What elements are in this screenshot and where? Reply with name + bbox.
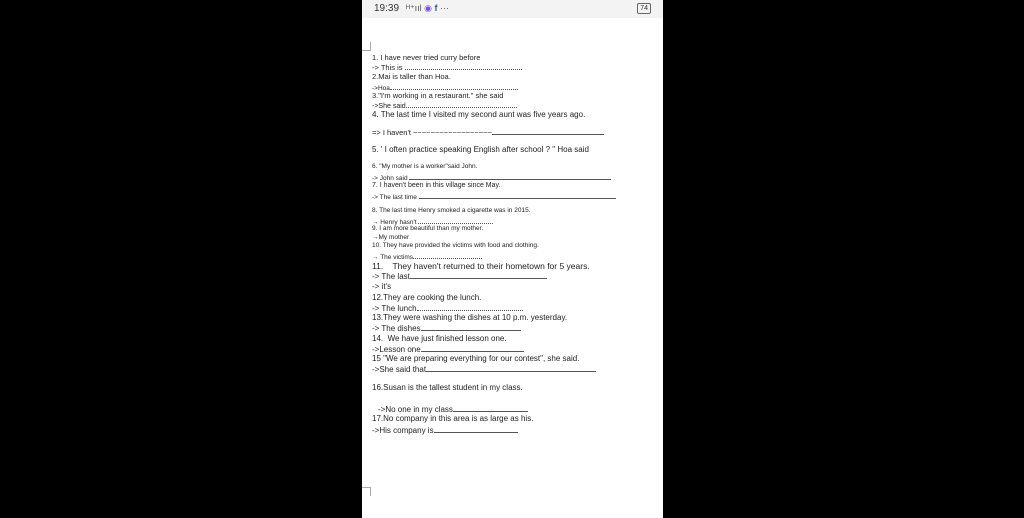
exercise-question: 10. They have provided the victims with food and clothing. bbox=[372, 242, 539, 249]
exercise-question: 6. "My mother is a worker"said John. bbox=[372, 163, 478, 170]
exercise-question: 1. I have never tried curry before bbox=[372, 53, 481, 62]
exercise-question: 15 "We are preparing everything for our contest", she said. bbox=[372, 354, 580, 363]
answer-line: => I haven't ~~~~~~~~~~~~~~~~~~ bbox=[372, 128, 604, 137]
answer-line: ->No one in my class bbox=[378, 405, 528, 414]
exercise-question: 17.No company in this area is as large as his. bbox=[372, 414, 534, 423]
page-corner-mark bbox=[362, 487, 371, 496]
answer-line: →My mother bbox=[372, 234, 410, 241]
signal-icon: ᴴ⁺ııl bbox=[406, 3, 422, 13]
answer-line: -> The last bbox=[372, 272, 547, 281]
answer-line: ->She said bbox=[372, 101, 517, 110]
answer-line: ->She said that bbox=[372, 365, 596, 374]
exercise-question: 11. They haven't returned to their hometown for 5 years. bbox=[372, 261, 590, 271]
answer-line: -> John said bbox=[372, 173, 611, 183]
exercise-question: 5. ' I often practice speaking English after school ? " Hoa said bbox=[372, 145, 589, 154]
exercise-question: 7. I haven't been in this village since May. bbox=[372, 182, 501, 189]
battery-icon: 74 bbox=[637, 3, 651, 14]
answer-line: -> The dishes bbox=[372, 324, 521, 333]
exercise-question: 12.They are cooking the lunch. bbox=[372, 293, 482, 302]
answer-line: -> The last time bbox=[372, 192, 616, 202]
phone-screen bbox=[362, 0, 663, 518]
answer-line: → The victims bbox=[372, 252, 482, 262]
exercise-question: 4. The last time I visited my second aunt was five years ago. bbox=[372, 110, 586, 119]
status-icons bbox=[406, 3, 449, 14]
exercise-question: 3."I'm working in a restaurant." she said bbox=[372, 91, 504, 100]
exercise-question: 14. We have just finished lesson one. bbox=[372, 334, 507, 343]
answer-line: -> it's bbox=[372, 282, 392, 291]
exercise-question: 13.They were washing the dishes at 10 p.m. yesterday. bbox=[372, 313, 568, 322]
exercise-question: 16.Susan is the tallest student in my class. bbox=[372, 383, 523, 392]
status-bar bbox=[362, 0, 663, 18]
more-icon: ··· bbox=[440, 3, 450, 13]
exercise-question: 2.Mai is taller than Hoa. bbox=[372, 72, 451, 81]
answer-line: ->His company is bbox=[372, 426, 518, 435]
answer-line: ->Lesson one bbox=[372, 345, 524, 354]
exercise-question: 8. The last time Henry smoked a cigarette was in 2015. bbox=[372, 207, 531, 214]
answer-line: → Henry hasn't bbox=[372, 217, 493, 227]
messenger-icon: ◉ bbox=[424, 3, 432, 13]
facebook-icon: f bbox=[434, 3, 438, 13]
page-corner-mark bbox=[362, 42, 371, 51]
answer-line: -> The lunch bbox=[372, 304, 523, 313]
exercise-question: 9. I am more beautiful than my mother. bbox=[372, 225, 484, 232]
answer-line: -> This is bbox=[372, 63, 522, 72]
answer-line: ->Hoa bbox=[372, 83, 518, 93]
status-time: 19:39 bbox=[374, 3, 400, 14]
